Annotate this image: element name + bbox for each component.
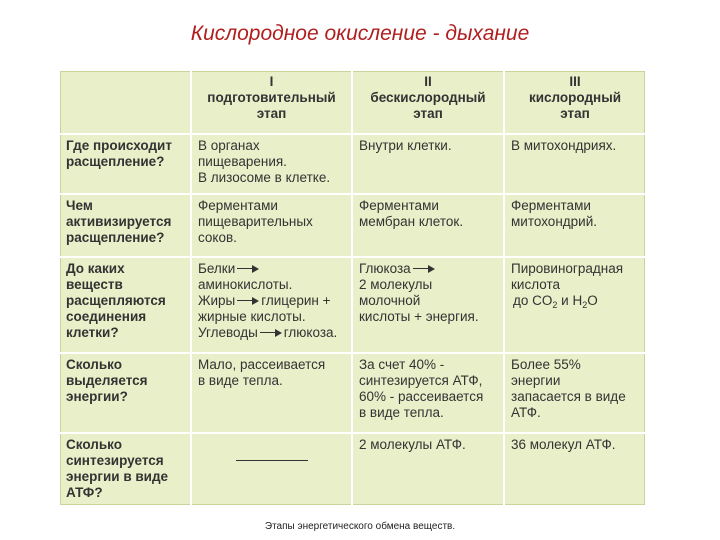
arrow-icon xyxy=(237,297,259,305)
cell-line: мембран клеток. xyxy=(359,214,464,229)
stage3-cell xyxy=(504,433,645,505)
cell-line: в виде тепла. xyxy=(198,373,283,388)
question-cell xyxy=(60,353,191,433)
blank-line xyxy=(236,459,308,461)
question-line: АТФ? xyxy=(66,485,103,500)
stage3-cell xyxy=(504,257,645,353)
corner-cell xyxy=(60,71,191,134)
stage1-cell xyxy=(191,257,352,353)
arrow-icon xyxy=(237,265,259,273)
fatty-acids-text: жирные кислоты. xyxy=(198,309,306,324)
cell-line: кислота xyxy=(511,277,560,292)
stage2-word: этап xyxy=(413,106,443,121)
cell-line: 2 молекулы xyxy=(359,277,433,292)
cell-line: в виде тепла. xyxy=(359,405,444,420)
question-cell xyxy=(60,433,191,505)
formula-text: до CO xyxy=(513,293,553,308)
stage3-roman: III xyxy=(569,74,581,89)
question-line: синтезируется xyxy=(66,453,164,468)
cell-line: Ферментами xyxy=(198,198,278,213)
question-line: энергии? xyxy=(66,389,128,404)
cell-line: запасается в виде xyxy=(511,389,626,404)
cell-line: пищеварительных xyxy=(198,214,313,229)
cell-line: Более 55% xyxy=(511,357,581,372)
cell-line: соков. xyxy=(198,230,237,245)
carbs-text: Углеводы xyxy=(198,325,258,340)
cell-line: пищеварения. xyxy=(198,154,287,169)
cell-line: Ферментами xyxy=(511,198,591,213)
stage2-cell xyxy=(352,134,504,194)
cell-line: синтезируется АТФ, xyxy=(359,373,483,388)
formula-line xyxy=(511,293,639,309)
question-cell xyxy=(60,257,191,353)
cell-line: кислоты + энергия. xyxy=(359,309,479,324)
stage2-cell xyxy=(352,257,504,353)
caption: Этапы энергетического обмена веществ. xyxy=(264,521,456,532)
question-line: клетки? xyxy=(66,325,119,340)
header-row xyxy=(60,71,645,134)
formula-text: O xyxy=(587,293,598,308)
cell-line: Внутри клетки. xyxy=(359,138,452,153)
stage1-word: этап xyxy=(256,106,287,121)
cell-line: Пировиноградная xyxy=(511,261,624,276)
stage3-cell xyxy=(504,194,645,257)
cell-line: энергии xyxy=(511,373,561,388)
stage1-header xyxy=(191,71,352,134)
cell-line: Ферментами xyxy=(359,198,439,213)
stage2-header xyxy=(352,71,504,134)
question-line: Где происходит xyxy=(66,138,172,153)
cell-line: АТФ. xyxy=(511,405,541,420)
cell-line xyxy=(198,261,345,277)
question-cell xyxy=(60,194,191,257)
glucose-text: Глюкоза xyxy=(359,261,411,276)
cell-line: В органах xyxy=(198,138,260,153)
arrow-icon xyxy=(413,265,435,273)
stage3-cell xyxy=(504,353,645,433)
cell-line: митохондрий. xyxy=(511,214,597,229)
cell-line: 36 молекул АТФ. xyxy=(511,437,616,452)
question-line: соединения xyxy=(66,309,147,324)
glycerol-text: глицерин + xyxy=(261,293,331,308)
stage2-cell xyxy=(352,353,504,433)
cell-line: молочной xyxy=(359,293,421,308)
stage3-header xyxy=(504,71,645,134)
question-line: Сколько xyxy=(66,357,122,372)
cell-line: 60% - рассеивается xyxy=(359,389,484,404)
stage1-roman: I xyxy=(269,74,274,89)
formula-subscript: 2 xyxy=(582,300,588,310)
stage1-name: подготовительный xyxy=(207,90,336,105)
slide-title: Кислородное окисление - дыхание xyxy=(190,22,530,45)
formula-text: и H xyxy=(557,293,583,308)
stage3-word: этап xyxy=(560,106,590,121)
formula-subscript: 2 xyxy=(552,300,558,310)
row-atp xyxy=(60,433,645,505)
stage1-cell xyxy=(191,353,352,433)
question-line: выделяется xyxy=(66,373,148,388)
question-line: Сколько xyxy=(66,437,122,452)
stage2-name: бескислородный xyxy=(370,90,486,105)
stage1-cell xyxy=(191,194,352,257)
stage3-cell xyxy=(504,134,645,194)
cell-line xyxy=(198,325,345,341)
cell-line: 2 молекулы АТФ. xyxy=(359,437,466,452)
row-activation xyxy=(60,194,645,257)
row-location xyxy=(60,134,645,194)
stage3-name: кислородный xyxy=(528,90,622,105)
question-line: Чем xyxy=(66,198,93,213)
stages-table xyxy=(60,71,645,505)
question-line: веществ xyxy=(66,277,123,292)
cell-line: Мало, рассеивается xyxy=(198,357,326,372)
cell-line: В лизосоме в клетке. xyxy=(198,170,331,185)
arrow-icon xyxy=(260,329,282,337)
cell-line: В митохондриях. xyxy=(511,138,617,153)
cell-line: За счет 40% - xyxy=(359,357,445,372)
row-energy-released xyxy=(60,353,645,433)
cell-line xyxy=(359,261,497,277)
question-line: расщепление? xyxy=(66,154,165,169)
question-line: энергии в виде xyxy=(66,469,169,484)
row-products xyxy=(60,257,645,353)
stage1-cell xyxy=(191,433,352,505)
question-line: До каких xyxy=(66,261,125,276)
fats-text: Жиры xyxy=(198,293,236,308)
question-line: активизируется xyxy=(66,214,172,229)
stage2-cell xyxy=(352,433,504,505)
question-line: расщепляются xyxy=(66,293,166,308)
question-cell xyxy=(60,134,191,194)
stage1-cell xyxy=(191,134,352,194)
stage2-roman: II xyxy=(424,74,432,89)
question-line: расщепление? xyxy=(66,230,165,245)
stage2-cell xyxy=(352,194,504,257)
glucose-text: глюкоза. xyxy=(283,325,338,340)
cell-line xyxy=(198,293,345,309)
proteins-text: Белки xyxy=(198,261,236,276)
amino-acids-text: аминокислоты. xyxy=(198,277,293,292)
